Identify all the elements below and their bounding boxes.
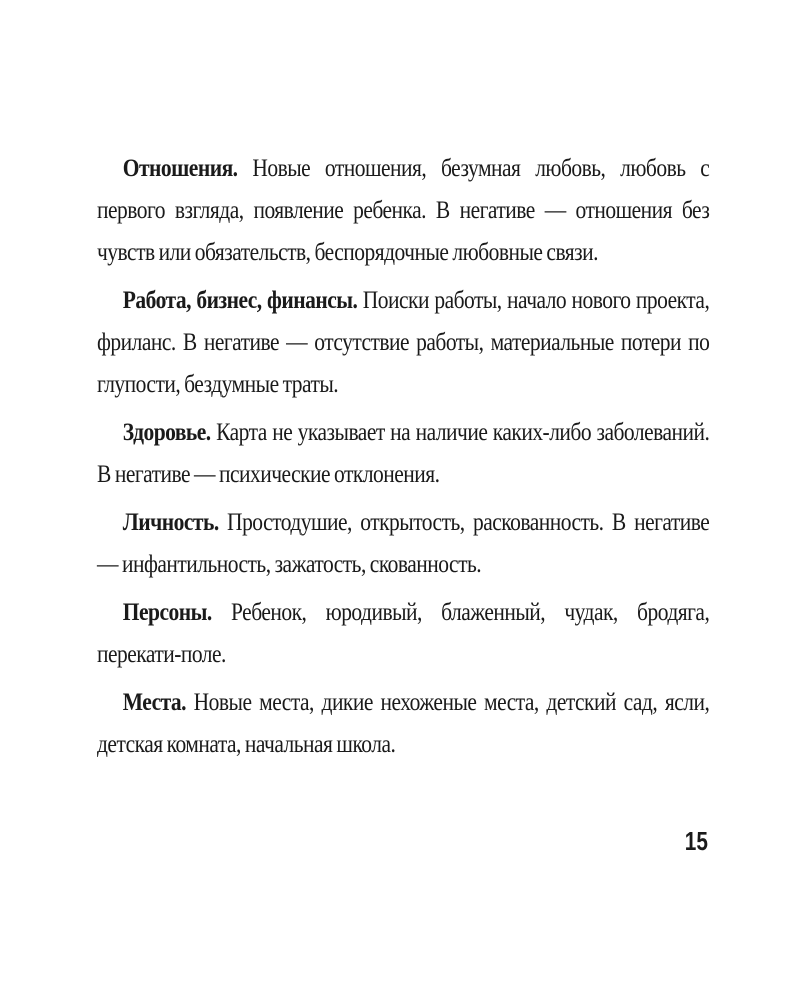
paragraph-text: Новые отношения, безумная любовь, любовь с первого взгляда, появление ребенка. В негативе — отношения без чувств или обязательств, беспорядочные любовные связи.: [97, 155, 710, 266]
page-number: 15: [684, 826, 708, 856]
paragraph-term: Личность.: [122, 509, 219, 536]
paragraph-text: Простодушие, открытость, раскованность. В негативе — инфантильность, зажатость, скованность.: [97, 509, 710, 578]
page-body: [97, 148, 709, 772]
paragraph-persons: [97, 592, 709, 676]
paragraph-term: Работа, бизнес, финансы.: [122, 287, 358, 314]
paragraph-work: [97, 280, 709, 406]
paragraph-text: Карта не указывает на наличие каких-либо заболеваний. В негативе — психические отклонения.: [97, 419, 710, 488]
paragraph-term: Отношения.: [122, 155, 238, 182]
paragraph-term: Персоны.: [122, 599, 212, 626]
paragraph-term: Места.: [122, 689, 187, 716]
paragraph-text: Ребенок, юродивый, блаженный, чудак, бродяга, перекати-поле.: [97, 599, 710, 668]
paragraph-health: [97, 412, 709, 496]
paragraph-relationships: [97, 148, 709, 274]
paragraph-places: [97, 682, 709, 766]
paragraph-term: Здоровье.: [122, 419, 211, 446]
paragraph-text: Поиски работы, начало нового проекта, фриланс. В негативе — отсутствие работы, материальные потери по глупости, бездумные траты.: [97, 287, 710, 398]
paragraph-personality: [97, 502, 709, 586]
paragraph-text: Новые места, дикие нехоженые места, детский сад, ясли, детская комната, начальная школа.: [97, 689, 710, 758]
